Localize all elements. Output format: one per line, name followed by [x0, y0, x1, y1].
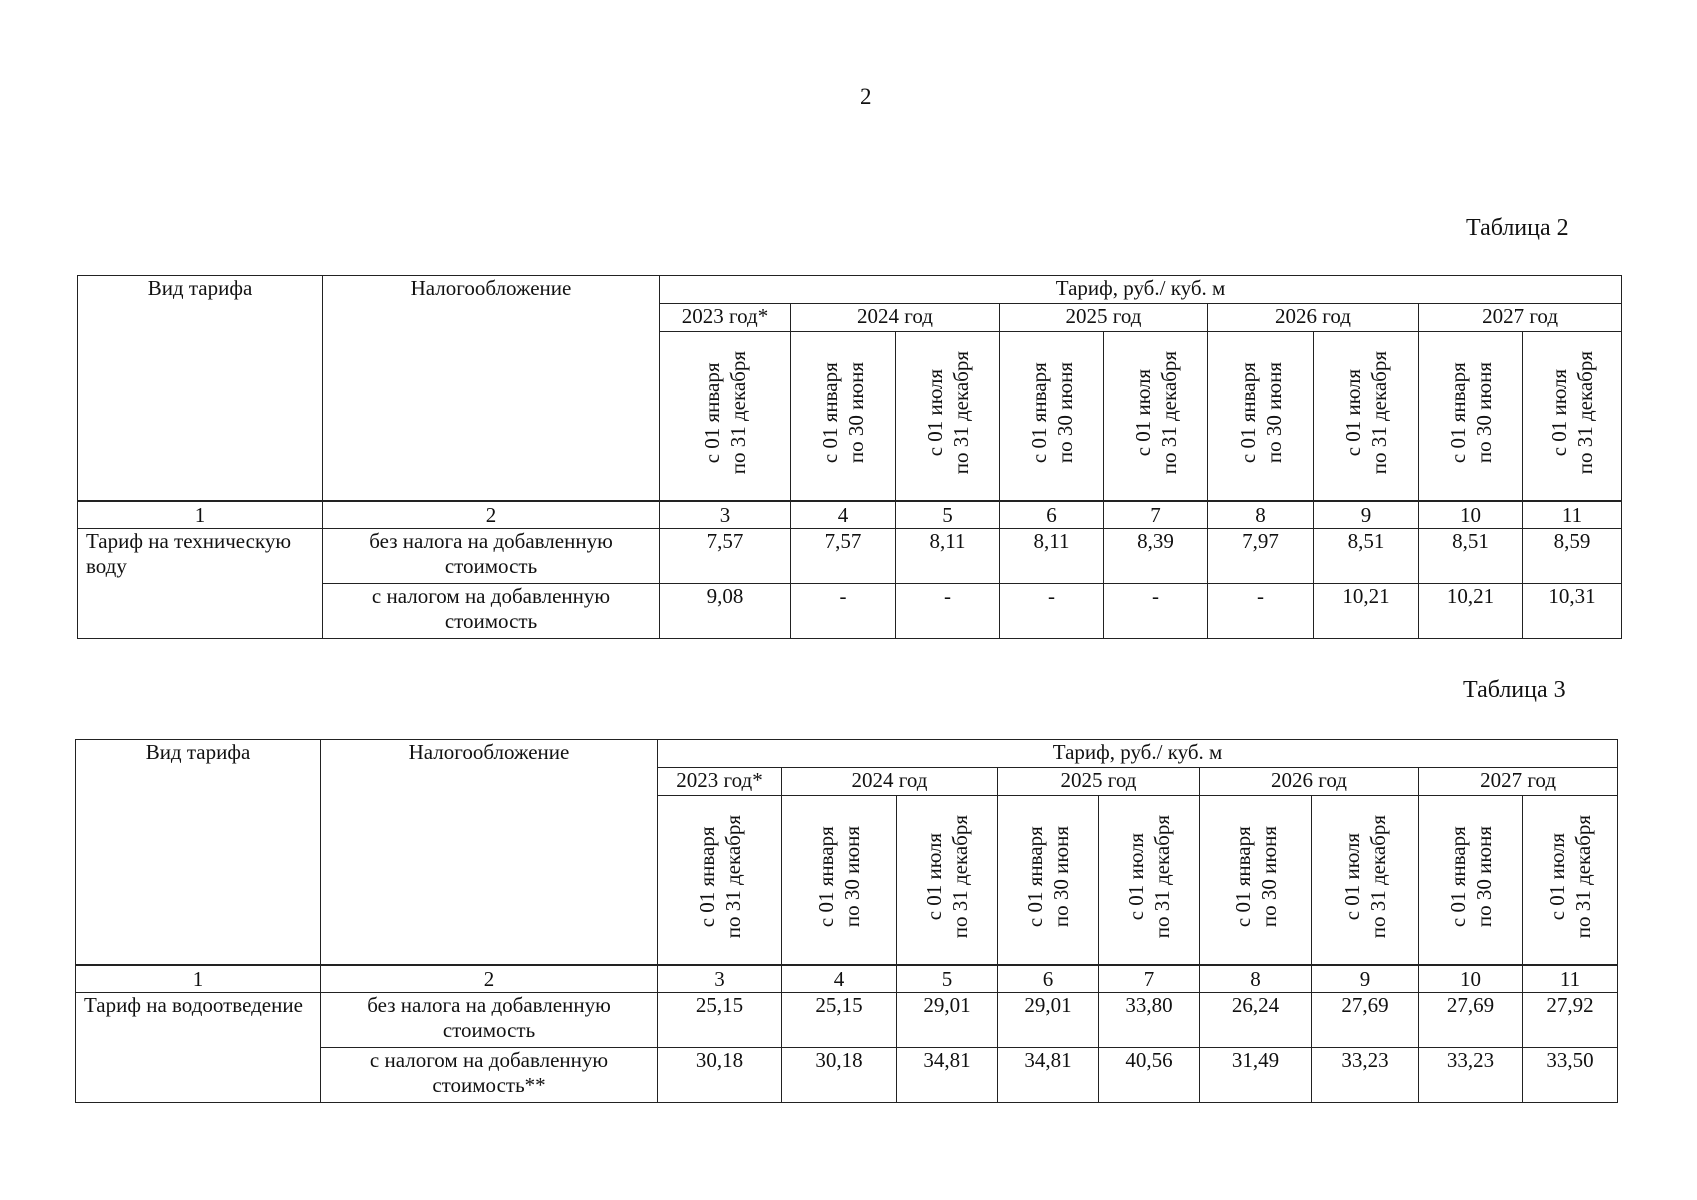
header-vid-tarifa: Вид тарифа	[76, 740, 321, 965]
year-header: 2026 год	[1208, 304, 1419, 332]
column-number: 8	[1208, 502, 1314, 529]
tariff-value: 8,11	[1000, 529, 1104, 584]
period-header: с 01 июля по 31 декабря	[1314, 332, 1419, 501]
period-header: с 01 июля по 31 декабря	[1523, 796, 1618, 965]
column-number: 6	[998, 966, 1099, 993]
column-number: 5	[896, 502, 1000, 529]
tariff-value: 27,69	[1419, 993, 1523, 1048]
header-vid-tarifa: Вид тарифа	[78, 276, 323, 501]
column-number: 1	[78, 502, 323, 529]
period-header: с 01 января по 31 декабря	[660, 332, 791, 501]
year-header: 2025 год	[998, 768, 1200, 796]
column-number: 5	[897, 966, 998, 993]
year-header: 2025 год	[1000, 304, 1208, 332]
tax-type: без налога на добавленную стоимость	[321, 993, 658, 1048]
period-header: с 01 июля по 31 декабря	[896, 332, 1000, 501]
column-number: 3	[658, 966, 782, 993]
period-header: с 01 июля по 31 декабря	[1104, 332, 1208, 501]
column-number: 8	[1200, 966, 1312, 993]
tariff-name: Тариф на техническую воду	[78, 529, 323, 639]
tariff-name: Тариф на водоотведение	[76, 993, 321, 1103]
tariff-value: 7,57	[791, 529, 896, 584]
tariff-table-3	[75, 739, 1618, 1103]
tariff-value: 33,80	[1099, 993, 1200, 1048]
year-header: 2024 год	[782, 768, 998, 796]
tax-type: с налогом на добавленную стоимость	[323, 584, 660, 639]
period-header: с 01 января по 30 июня	[998, 796, 1099, 965]
tariff-value: 29,01	[998, 993, 1099, 1048]
year-header: 2023 год*	[658, 768, 782, 796]
period-header: с 01 июля по 31 декабря	[1312, 796, 1419, 965]
tariff-value: 10,31	[1523, 584, 1622, 639]
period-header: с 01 января по 30 июня	[782, 796, 897, 965]
column-number: 7	[1104, 502, 1208, 529]
tariff-value: 33,50	[1523, 1048, 1618, 1103]
column-number: 2	[321, 966, 658, 993]
tariff-value: 30,18	[782, 1048, 897, 1103]
tariff-value: 40,56	[1099, 1048, 1200, 1103]
tariff-value: 25,15	[658, 993, 782, 1048]
table2-caption: Таблица 2	[1466, 215, 1569, 241]
tariff-value: 10,21	[1314, 584, 1419, 639]
column-number: 7	[1099, 966, 1200, 993]
tariff-value: -	[1104, 584, 1208, 639]
header-tariff: Тариф, руб./ куб. м	[660, 276, 1622, 304]
tariff-value: 8,59	[1523, 529, 1622, 584]
tariff-value: -	[1208, 584, 1314, 639]
tariff-value: 30,18	[658, 1048, 782, 1103]
tariff-value: 7,57	[660, 529, 791, 584]
period-header: с 01 июля по 31 декабря	[897, 796, 998, 965]
period-header: с 01 января по 31 декабря	[658, 796, 782, 965]
column-number: 3	[660, 502, 791, 529]
table3-caption: Таблица 3	[1463, 677, 1566, 703]
tariff-value: 26,24	[1200, 993, 1312, 1048]
tariff-value: 10,21	[1419, 584, 1523, 639]
column-number: 10	[1419, 966, 1523, 993]
column-number: 11	[1523, 502, 1622, 529]
tariff-value: 7,97	[1208, 529, 1314, 584]
tariff-value: 8,39	[1104, 529, 1208, 584]
tariff-value: 34,81	[897, 1048, 998, 1103]
tariff-value: 31,49	[1200, 1048, 1312, 1103]
tariff-value: 29,01	[897, 993, 998, 1048]
period-header: с 01 июля по 31 декабря	[1099, 796, 1200, 965]
column-number: 10	[1419, 502, 1523, 529]
year-header: 2024 год	[791, 304, 1000, 332]
tariff-value: 33,23	[1419, 1048, 1523, 1103]
year-header: 2023 год*	[660, 304, 791, 332]
year-header: 2027 год	[1419, 768, 1618, 796]
tax-type: с налогом на добавленную стоимость**	[321, 1048, 658, 1103]
tariff-table-2	[77, 275, 1622, 639]
tariff-value: 27,92	[1523, 993, 1618, 1048]
tariff-value: 8,11	[896, 529, 1000, 584]
header-nalogooblozhenie: Налогообложение	[321, 740, 658, 965]
tariff-value: -	[1000, 584, 1104, 639]
tax-type: без налога на добавленную стоимость	[323, 529, 660, 584]
tariff-value: 34,81	[998, 1048, 1099, 1103]
year-header: 2026 год	[1200, 768, 1419, 796]
column-number: 1	[76, 966, 321, 993]
period-header: с 01 января по 30 июня	[1200, 796, 1312, 965]
tariff-value: 8,51	[1314, 529, 1419, 584]
year-header: 2027 год	[1419, 304, 1622, 332]
column-number: 4	[782, 966, 897, 993]
header-nalogooblozhenie: Налогообложение	[323, 276, 660, 501]
column-number: 2	[323, 502, 660, 529]
column-number: 6	[1000, 502, 1104, 529]
tariff-value: -	[896, 584, 1000, 639]
page-number: 2	[860, 84, 872, 109]
column-number: 9	[1314, 502, 1419, 529]
column-number: 11	[1523, 966, 1618, 993]
period-header: с 01 января по 30 июня	[1419, 332, 1523, 501]
period-header: с 01 июля по 31 декабря	[1523, 332, 1622, 501]
period-header: с 01 января по 30 июня	[1419, 796, 1523, 965]
tariff-value: 33,23	[1312, 1048, 1419, 1103]
period-header: с 01 января по 30 июня	[1208, 332, 1314, 501]
tariff-value: 9,08	[660, 584, 791, 639]
period-header: с 01 января по 30 июня	[791, 332, 896, 501]
column-number: 4	[791, 502, 896, 529]
tariff-value: 25,15	[782, 993, 897, 1048]
column-number: 9	[1312, 966, 1419, 993]
tariff-value: 8,51	[1419, 529, 1523, 584]
header-tariff: Тариф, руб./ куб. м	[658, 740, 1618, 768]
tariff-value: -	[791, 584, 896, 639]
tariff-value: 27,69	[1312, 993, 1419, 1048]
period-header: с 01 января по 30 июня	[1000, 332, 1104, 501]
